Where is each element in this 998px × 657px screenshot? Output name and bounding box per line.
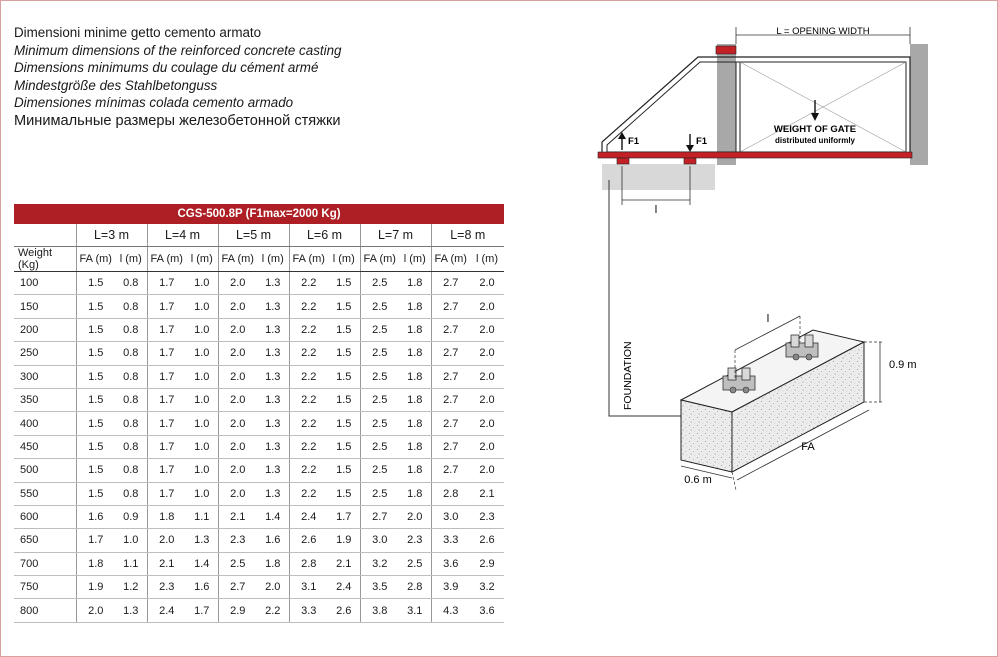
fa-cell: 2.7	[431, 388, 470, 411]
fa-cell: 4.3	[431, 599, 470, 622]
fa-cell: 1.5	[76, 459, 115, 482]
fa-cell: 1.7	[147, 435, 186, 458]
length-header: L=7 m	[360, 224, 431, 247]
fa-column-header: FA (m)	[360, 247, 399, 272]
l-cell: 1.3	[257, 482, 289, 505]
l-cell: 1.5	[328, 295, 360, 318]
l-cell: 1.3	[257, 388, 289, 411]
l-cell: 2.0	[257, 576, 289, 599]
l-cell: 2.8	[399, 576, 431, 599]
l-cell: 1.8	[399, 435, 431, 458]
l-cell: 1.5	[328, 459, 360, 482]
l-cell: 2.0	[470, 272, 504, 295]
fa-label: FA	[801, 441, 815, 453]
fa-cell: 2.5	[360, 272, 399, 295]
l-cell: 0.8	[115, 342, 147, 365]
l-cell: 1.8	[399, 482, 431, 505]
l-cell: 1.7	[186, 599, 218, 622]
length-header: L=8 m	[431, 224, 504, 247]
weight-cell: 300	[14, 365, 76, 388]
l-cell: 2.3	[470, 505, 504, 528]
table-title: CGS-500.8P (F1max=2000 Kg)	[14, 204, 504, 224]
length-header: L=5 m	[218, 224, 289, 247]
l-cell: 2.2	[257, 599, 289, 622]
l-cell: 2.0	[470, 365, 504, 388]
fa-cell: 1.5	[76, 435, 115, 458]
fa-cell: 1.5	[76, 318, 115, 341]
fa-cell: 1.7	[147, 388, 186, 411]
l-cell: 1.3	[257, 295, 289, 318]
l-cell: 0.8	[115, 295, 147, 318]
fa-cell: 2.7	[360, 505, 399, 528]
fa-cell: 2.7	[218, 576, 257, 599]
l-cell: 2.0	[470, 318, 504, 341]
f1-right-label: F1	[696, 136, 708, 147]
fa-cell: 2.5	[360, 318, 399, 341]
length-header: L=4 m	[147, 224, 218, 247]
l-column-header: l (m)	[328, 247, 360, 272]
l-cell: 0.8	[115, 388, 147, 411]
fa-cell: 1.7	[147, 412, 186, 435]
fa-cell: 2.0	[218, 388, 257, 411]
fa-cell: 3.3	[431, 529, 470, 552]
l-column-header: l (m)	[257, 247, 289, 272]
carriage-left	[617, 158, 629, 164]
weight-cell: 550	[14, 482, 76, 505]
l-gate-label: l	[654, 204, 658, 216]
fa-cell: 2.2	[289, 388, 328, 411]
fa-cell: 2.7	[431, 342, 470, 365]
fa-cell: 2.2	[289, 412, 328, 435]
l-cell: 1.3	[186, 529, 218, 552]
fa-cell: 2.0	[218, 342, 257, 365]
l-cell: 1.5	[328, 318, 360, 341]
l-cell: 1.0	[186, 459, 218, 482]
fa-cell: 1.7	[147, 342, 186, 365]
l-cell: 1.3	[257, 365, 289, 388]
l-cell: 1.4	[257, 505, 289, 528]
fa-cell: 2.4	[147, 599, 186, 622]
l-cell: 0.8	[115, 435, 147, 458]
fa-cell: 2.0	[218, 459, 257, 482]
weight-sublabel: distributed uniformly	[775, 136, 855, 145]
l-cell: 1.3	[257, 412, 289, 435]
fa-cell: 1.7	[147, 482, 186, 505]
l-block-label: l	[766, 313, 770, 325]
l-cell: 2.0	[470, 342, 504, 365]
foundation-leader	[609, 180, 681, 416]
l-cell: 2.0	[470, 295, 504, 318]
l-cell: 3.6	[470, 599, 504, 622]
fa-cell: 2.2	[289, 435, 328, 458]
l-cell: 2.6	[470, 529, 504, 552]
fa-cell: 3.3	[289, 599, 328, 622]
fa-cell: 2.7	[431, 295, 470, 318]
l-cell: 1.5	[328, 412, 360, 435]
l-cell: 1.5	[328, 365, 360, 388]
l-cell: 1.7	[328, 505, 360, 528]
l-column-header: l (m)	[115, 247, 147, 272]
fa-cell: 3.8	[360, 599, 399, 622]
l-cell: 1.8	[399, 295, 431, 318]
l-cell: 2.9	[470, 552, 504, 575]
l-cell: 1.3	[257, 342, 289, 365]
l-cell: 1.2	[115, 576, 147, 599]
concrete-block	[681, 313, 917, 490]
fa-cell: 2.6	[289, 529, 328, 552]
weight-cell: 700	[14, 552, 76, 575]
l-cell: 1.0	[186, 295, 218, 318]
l-cell: 0.9	[115, 505, 147, 528]
l-cell: 1.0	[186, 388, 218, 411]
l-cell: 1.4	[186, 552, 218, 575]
l-cell: 3.2	[470, 576, 504, 599]
l-cell: 1.5	[328, 342, 360, 365]
fa-column-header: FA (m)	[289, 247, 328, 272]
fa-cell: 2.2	[289, 272, 328, 295]
weight-header: Weight (Kg)	[14, 247, 76, 272]
fa-cell: 2.5	[360, 482, 399, 505]
fa-cell: 2.0	[218, 318, 257, 341]
l-cell: 0.8	[115, 412, 147, 435]
l-cell: 1.9	[328, 529, 360, 552]
weight-cell: 650	[14, 529, 76, 552]
fa-cell: 3.1	[289, 576, 328, 599]
fa-cell: 1.7	[147, 272, 186, 295]
l-cell: 2.0	[470, 459, 504, 482]
l-cell: 0.8	[115, 318, 147, 341]
fa-cell: 3.0	[360, 529, 399, 552]
l-cell: 1.3	[257, 272, 289, 295]
gate-frame-inner	[607, 62, 906, 152]
fa-cell: 1.5	[76, 482, 115, 505]
l-cell: 1.8	[399, 272, 431, 295]
fa-cell: 2.2	[289, 342, 328, 365]
title-spanish: Dimensiones mínimas colada cemento armado	[14, 95, 294, 111]
fa-cell: 2.1	[147, 552, 186, 575]
length-header: L=6 m	[289, 224, 360, 247]
fa-cell: 2.7	[431, 412, 470, 435]
opening-width-label: L = OPENING WIDTH	[776, 26, 870, 37]
weight-cell: 200	[14, 318, 76, 341]
fa-cell: 2.2	[289, 295, 328, 318]
fa-cell: 2.1	[218, 505, 257, 528]
l-cell: 1.1	[115, 552, 147, 575]
fa-cell: 1.7	[147, 459, 186, 482]
fa-cell: 2.3	[218, 529, 257, 552]
l-cell: 1.3	[257, 435, 289, 458]
l-cell: 1.3	[257, 318, 289, 341]
l-cell: 2.0	[470, 435, 504, 458]
fa-cell: 1.5	[76, 342, 115, 365]
l-cell: 2.3	[399, 529, 431, 552]
ground-slab	[602, 164, 715, 190]
l-cell: 1.8	[399, 318, 431, 341]
l-cell: 1.8	[399, 342, 431, 365]
title-french: Dimensions minimums du coulage du cément armé	[14, 60, 319, 76]
weight-cell: 750	[14, 576, 76, 599]
weight-cell: 800	[14, 599, 76, 622]
weight-cell: 500	[14, 459, 76, 482]
title-english: Minimum dimensions of the reinforced concrete casting	[14, 42, 342, 58]
fa-cell: 2.0	[147, 529, 186, 552]
fa-cell: 1.7	[147, 295, 186, 318]
l-cell: 2.5	[399, 552, 431, 575]
fa-cell: 3.5	[360, 576, 399, 599]
width-label: 0.6 m	[684, 474, 712, 486]
fa-cell: 3.6	[431, 552, 470, 575]
fa-cell: 2.0	[218, 435, 257, 458]
l-cell: 1.5	[328, 272, 360, 295]
l-cell: 1.8	[257, 552, 289, 575]
fa-cell: 1.8	[147, 505, 186, 528]
fa-cell: 2.0	[218, 412, 257, 435]
fa-cell: 2.9	[218, 599, 257, 622]
fa-cell: 2.5	[360, 459, 399, 482]
l-cell: 1.8	[399, 388, 431, 411]
weight-cell: 150	[14, 295, 76, 318]
height-label: 0.9 m	[889, 359, 917, 371]
fa-cell: 2.3	[147, 576, 186, 599]
fa-cell: 1.7	[147, 318, 186, 341]
fa-cell: 2.7	[431, 272, 470, 295]
l-column-header: l (m)	[186, 247, 218, 272]
l-cell: 1.5	[328, 388, 360, 411]
fa-cell: 2.0	[218, 365, 257, 388]
fa-cell: 1.7	[76, 529, 115, 552]
weight-cell: 450	[14, 435, 76, 458]
fa-cell: 2.0	[76, 599, 115, 622]
l-cell: 0.8	[115, 459, 147, 482]
l-cell: 0.8	[115, 365, 147, 388]
fa-column-header: FA (m)	[218, 247, 257, 272]
bottom-rail	[598, 152, 912, 158]
right-post	[910, 44, 928, 165]
l-column-header: l (m)	[470, 247, 504, 272]
fa-cell: 2.5	[360, 342, 399, 365]
l-cell: 2.1	[470, 482, 504, 505]
l-cell: 1.8	[399, 412, 431, 435]
fa-cell: 2.2	[289, 482, 328, 505]
carriage-right	[684, 158, 696, 164]
fa-cell: 2.5	[218, 552, 257, 575]
l-cell: 0.8	[115, 482, 147, 505]
fa-cell: 2.2	[289, 365, 328, 388]
fa-cell: 2.7	[431, 459, 470, 482]
l-cell: 2.0	[470, 388, 504, 411]
fa-cell: 2.8	[289, 552, 328, 575]
l-column-header: l (m)	[399, 247, 431, 272]
l-cell: 3.1	[399, 599, 431, 622]
fa-cell: 2.5	[360, 435, 399, 458]
fa-cell: 2.5	[360, 365, 399, 388]
fa-column-header: FA (m)	[431, 247, 470, 272]
l-cell: 1.0	[186, 435, 218, 458]
l-cell: 0.8	[115, 272, 147, 295]
weight-cell: 600	[14, 505, 76, 528]
title-german: Mindestgröße des Stahlbetonguss	[14, 77, 218, 93]
fa-cell: 1.7	[147, 365, 186, 388]
l-cell: 2.6	[328, 599, 360, 622]
fa-cell: 2.5	[360, 295, 399, 318]
fa-cell: 2.2	[289, 318, 328, 341]
title-italian: Dimensioni minime getto cemento armato	[14, 25, 262, 40]
weight-cell: 350	[14, 388, 76, 411]
l-cell: 1.1	[186, 505, 218, 528]
fa-cell: 2.5	[360, 388, 399, 411]
gate-frame-outer	[602, 57, 910, 156]
fa-cell: 1.9	[76, 576, 115, 599]
l-cell: 2.1	[328, 552, 360, 575]
l-cell: 2.0	[470, 412, 504, 435]
l-cell: 1.0	[186, 342, 218, 365]
fa-column-header: FA (m)	[76, 247, 115, 272]
fa-cell: 2.2	[289, 459, 328, 482]
fa-cell: 2.0	[218, 272, 257, 295]
fa-cell: 2.7	[431, 318, 470, 341]
fa-column-header: FA (m)	[147, 247, 186, 272]
l-cell: 1.5	[328, 435, 360, 458]
fa-cell: 1.8	[76, 552, 115, 575]
weight-label: WEIGHT OF GATE	[773, 124, 857, 135]
l-cell: 2.0	[399, 505, 431, 528]
l-cell: 1.0	[186, 365, 218, 388]
fa-cell: 1.5	[76, 295, 115, 318]
fa-cell: 1.5	[76, 412, 115, 435]
length-header: L=3 m	[76, 224, 147, 247]
fa-cell: 3.9	[431, 576, 470, 599]
fa-cell: 2.4	[289, 505, 328, 528]
weight-cell: 250	[14, 342, 76, 365]
weight-cell: 400	[14, 412, 76, 435]
top-guide	[716, 46, 736, 54]
fa-cell: 3.0	[431, 505, 470, 528]
fa-cell: 1.5	[76, 388, 115, 411]
l-cell: 1.3	[257, 459, 289, 482]
l-cell: 1.0	[186, 482, 218, 505]
l-cell: 2.4	[328, 576, 360, 599]
l-cell: 1.0	[186, 272, 218, 295]
block-front-end	[681, 400, 732, 472]
l-cell: 1.6	[186, 576, 218, 599]
foundation-label: FOUNDATION	[622, 341, 634, 410]
fa-cell: 1.5	[76, 272, 115, 295]
gate-elevation	[598, 26, 928, 216]
l-cell: 1.3	[115, 599, 147, 622]
fa-cell: 2.7	[431, 435, 470, 458]
fa-cell: 2.0	[218, 295, 257, 318]
l-cell: 1.8	[399, 459, 431, 482]
fa-cell: 3.2	[360, 552, 399, 575]
l-cell: 1.6	[257, 529, 289, 552]
fa-cell: 2.5	[360, 412, 399, 435]
l-cell: 1.0	[186, 318, 218, 341]
l-cell: 1.0	[186, 412, 218, 435]
fa-cell: 2.7	[431, 365, 470, 388]
l-cell: 1.8	[399, 365, 431, 388]
fa-cell: 1.6	[76, 505, 115, 528]
title-russian: Минимальные размеры железобетонной стяжки	[14, 112, 341, 129]
fa-cell: 2.0	[218, 482, 257, 505]
l-cell: 1.5	[328, 482, 360, 505]
fa-cell: 2.8	[431, 482, 470, 505]
weight-cell: 100	[14, 272, 76, 295]
f1-left-label: F1	[628, 136, 640, 147]
fa-cell: 1.5	[76, 365, 115, 388]
l-cell: 1.0	[115, 529, 147, 552]
